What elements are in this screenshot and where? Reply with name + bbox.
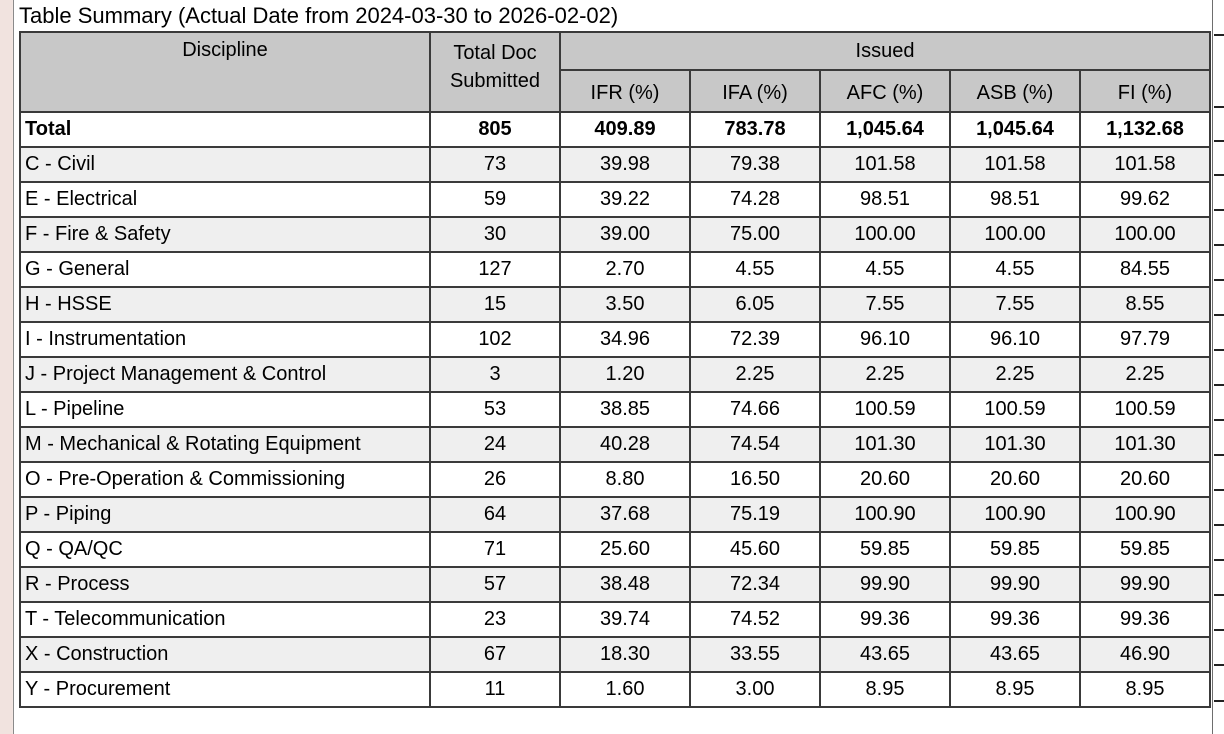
total-doc-cell: 57 <box>430 567 560 602</box>
afc-cell: 100.00 <box>820 217 950 252</box>
table-row <box>20 497 1210 532</box>
afc-cell: 98.51 <box>820 182 950 217</box>
fi-cell: 101.30 <box>1080 427 1210 462</box>
afc-cell: 96.10 <box>820 322 950 357</box>
table-row <box>20 392 1210 427</box>
afc-cell: 100.59 <box>820 392 950 427</box>
header-issued: Issued <box>560 32 1210 70</box>
total-doc-cell: 67 <box>430 637 560 672</box>
table-row <box>20 217 1210 252</box>
edge-tick <box>1214 524 1224 526</box>
edge-tick <box>1214 279 1224 281</box>
discipline-cell: T - Telecommunication <box>20 602 430 637</box>
total-doc-cell: 3 <box>430 357 560 392</box>
discipline-cell: R - Process <box>20 567 430 602</box>
ifr-cell: 18.30 <box>560 637 690 672</box>
edge-tick <box>1214 700 1224 702</box>
ifr-cell: 39.74 <box>560 602 690 637</box>
fi-cell: 99.90 <box>1080 567 1210 602</box>
edge-tick <box>1214 314 1224 316</box>
ifa-cell: 79.38 <box>690 147 820 182</box>
asb-cell: 96.10 <box>950 322 1080 357</box>
ifa-cell: 33.55 <box>690 637 820 672</box>
ifr-cell: 8.80 <box>560 462 690 497</box>
ifr-cell: 3.50 <box>560 287 690 322</box>
right-edge-strip <box>1213 0 1224 734</box>
table-title: Table Summary (Actual Date from 2024-03-30 to 2026-02-02) <box>19 3 619 28</box>
ifa-cell: 6.05 <box>690 287 820 322</box>
table-row <box>20 427 1210 462</box>
fi-cell: 8.55 <box>1080 287 1210 322</box>
discipline-cell: G - General <box>20 252 430 287</box>
ifa-cell: 4.55 <box>690 252 820 287</box>
table-row <box>20 602 1210 637</box>
ifa-cell: 72.39 <box>690 322 820 357</box>
table-row <box>20 252 1210 287</box>
table-row <box>20 147 1210 182</box>
ifa-cell: 75.19 <box>690 497 820 532</box>
asb-cell: 100.00 <box>950 217 1080 252</box>
asb-cell: 7.55 <box>950 287 1080 322</box>
summary-table <box>19 31 1211 708</box>
fi-cell: 100.90 <box>1080 497 1210 532</box>
table-row <box>20 182 1210 217</box>
fi-cell: 20.60 <box>1080 462 1210 497</box>
header-ifa: IFA (%) <box>690 70 820 112</box>
discipline-cell: C - Civil <box>20 147 430 182</box>
ifr-cell: 2.70 <box>560 252 690 287</box>
total-ifr-cell: 409.89 <box>560 112 690 147</box>
fi-cell: 101.58 <box>1080 147 1210 182</box>
ifr-cell: 38.85 <box>560 392 690 427</box>
header-total-doc-line1: Total Doc <box>453 42 537 64</box>
total-doc-cell: 26 <box>430 462 560 497</box>
fi-cell: 99.36 <box>1080 602 1210 637</box>
edge-tick <box>1214 594 1224 596</box>
ifr-cell: 1.60 <box>560 672 690 707</box>
asb-cell: 4.55 <box>950 252 1080 287</box>
ifa-cell: 72.34 <box>690 567 820 602</box>
header-asb: ASB (%) <box>950 70 1080 112</box>
edge-tick <box>1214 489 1224 491</box>
afc-cell: 99.90 <box>820 567 950 602</box>
edge-tick <box>1214 209 1224 211</box>
afc-cell: 101.30 <box>820 427 950 462</box>
header-fi: FI (%) <box>1080 70 1210 112</box>
discipline-cell: H - HSSE <box>20 287 430 322</box>
afc-cell: 101.58 <box>820 147 950 182</box>
fi-cell: 100.59 <box>1080 392 1210 427</box>
asb-cell: 20.60 <box>950 462 1080 497</box>
asb-cell: 2.25 <box>950 357 1080 392</box>
total-row <box>20 112 1210 147</box>
discipline-cell: L - Pipeline <box>20 392 430 427</box>
edge-tick <box>1214 244 1224 246</box>
header-afc: AFC (%) <box>820 70 950 112</box>
ifr-cell: 40.28 <box>560 427 690 462</box>
header-total-doc-line2: Submitted <box>449 70 541 92</box>
total-doc-cell: 11 <box>430 672 560 707</box>
total-doc-cell: 73 <box>430 147 560 182</box>
total-doc-cell: 102 <box>430 322 560 357</box>
afc-cell: 7.55 <box>820 287 950 322</box>
total-doc-cell: 15 <box>430 287 560 322</box>
table-row <box>20 672 1210 707</box>
discipline-cell: F - Fire & Safety <box>20 217 430 252</box>
fi-cell: 59.85 <box>1080 532 1210 567</box>
edge-tick <box>1214 419 1224 421</box>
total-fi-cell: 1,132.68 <box>1080 112 1210 147</box>
discipline-cell: J - Project Management & Control <box>20 357 430 392</box>
afc-cell: 100.90 <box>820 497 950 532</box>
table-row <box>20 287 1210 322</box>
asb-cell: 8.95 <box>950 672 1080 707</box>
discipline-cell: O - Pre-Operation & Commissioning <box>20 462 430 497</box>
table-body <box>20 112 1210 707</box>
edge-tick <box>1214 559 1224 561</box>
total-doc-cell: 24 <box>430 427 560 462</box>
edge-tick <box>1214 349 1224 351</box>
ifr-cell: 1.20 <box>560 357 690 392</box>
discipline-cell: Q - QA/QC <box>20 532 430 567</box>
total-doc-cell: 71 <box>430 532 560 567</box>
afc-cell: 4.55 <box>820 252 950 287</box>
asb-cell: 59.85 <box>950 532 1080 567</box>
table-row <box>20 322 1210 357</box>
edge-tick <box>1214 454 1224 456</box>
ifa-cell: 75.00 <box>690 217 820 252</box>
ifa-cell: 2.25 <box>690 357 820 392</box>
discipline-cell: E - Electrical <box>20 182 430 217</box>
ifr-cell: 25.60 <box>560 532 690 567</box>
ifa-cell: 45.60 <box>690 532 820 567</box>
asb-cell: 101.30 <box>950 427 1080 462</box>
total-doc-cell: 59 <box>430 182 560 217</box>
table-row <box>20 567 1210 602</box>
edge-tick <box>1214 629 1224 631</box>
fi-cell: 99.62 <box>1080 182 1210 217</box>
edge-tick <box>1214 140 1224 142</box>
total-doc-cell: 127 <box>430 252 560 287</box>
fi-cell: 8.95 <box>1080 672 1210 707</box>
afc-cell: 59.85 <box>820 532 950 567</box>
ifa-cell: 74.28 <box>690 182 820 217</box>
fi-cell: 84.55 <box>1080 252 1210 287</box>
asb-cell: 99.90 <box>950 567 1080 602</box>
ifa-cell: 74.66 <box>690 392 820 427</box>
total-ifa-cell: 783.78 <box>690 112 820 147</box>
ifa-cell: 74.54 <box>690 427 820 462</box>
fi-cell: 97.79 <box>1080 322 1210 357</box>
header-total-doc <box>430 32 560 112</box>
edge-tick <box>1214 384 1224 386</box>
total-doc-cell: 23 <box>430 602 560 637</box>
asb-cell: 99.36 <box>950 602 1080 637</box>
ifr-cell: 34.96 <box>560 322 690 357</box>
ifa-cell: 16.50 <box>690 462 820 497</box>
left-background-strip <box>0 0 12 734</box>
ifr-cell: 37.68 <box>560 497 690 532</box>
total-asb-cell: 1,045.64 <box>950 112 1080 147</box>
ifr-cell: 39.98 <box>560 147 690 182</box>
discipline-cell: I - Instrumentation <box>20 322 430 357</box>
afc-cell: 2.25 <box>820 357 950 392</box>
asb-cell: 100.90 <box>950 497 1080 532</box>
edge-tick <box>1214 664 1224 666</box>
discipline-cell: Y - Procurement <box>20 672 430 707</box>
afc-cell: 43.65 <box>820 637 950 672</box>
total-doc-cell: 805 <box>430 112 560 147</box>
table-row <box>20 462 1210 497</box>
edge-tick <box>1214 106 1224 108</box>
asb-cell: 101.58 <box>950 147 1080 182</box>
afc-cell: 20.60 <box>820 462 950 497</box>
total-afc-cell: 1,045.64 <box>820 112 950 147</box>
ifa-cell: 74.52 <box>690 602 820 637</box>
afc-cell: 8.95 <box>820 672 950 707</box>
total-doc-cell: 30 <box>430 217 560 252</box>
header-ifr: IFR (%) <box>560 70 690 112</box>
edge-tick <box>1214 174 1224 176</box>
discipline-cell: P - Piping <box>20 497 430 532</box>
total-doc-cell: 64 <box>430 497 560 532</box>
table-row <box>20 357 1210 392</box>
asb-cell: 100.59 <box>950 392 1080 427</box>
discipline-cell: X - Construction <box>20 637 430 672</box>
total-doc-cell: 53 <box>430 392 560 427</box>
header-discipline: Discipline <box>20 32 430 112</box>
fi-cell: 46.90 <box>1080 637 1210 672</box>
table-row <box>20 637 1210 672</box>
ifr-cell: 39.00 <box>560 217 690 252</box>
total-label: Total <box>20 112 430 147</box>
asb-cell: 43.65 <box>950 637 1080 672</box>
edge-tick <box>1214 34 1224 36</box>
ifr-cell: 39.22 <box>560 182 690 217</box>
table-row <box>20 532 1210 567</box>
asb-cell: 98.51 <box>950 182 1080 217</box>
ifa-cell: 3.00 <box>690 672 820 707</box>
afc-cell: 99.36 <box>820 602 950 637</box>
discipline-cell: M - Mechanical & Rotating Equipment <box>20 427 430 462</box>
ifr-cell: 38.48 <box>560 567 690 602</box>
fi-cell: 2.25 <box>1080 357 1210 392</box>
fi-cell: 100.00 <box>1080 217 1210 252</box>
